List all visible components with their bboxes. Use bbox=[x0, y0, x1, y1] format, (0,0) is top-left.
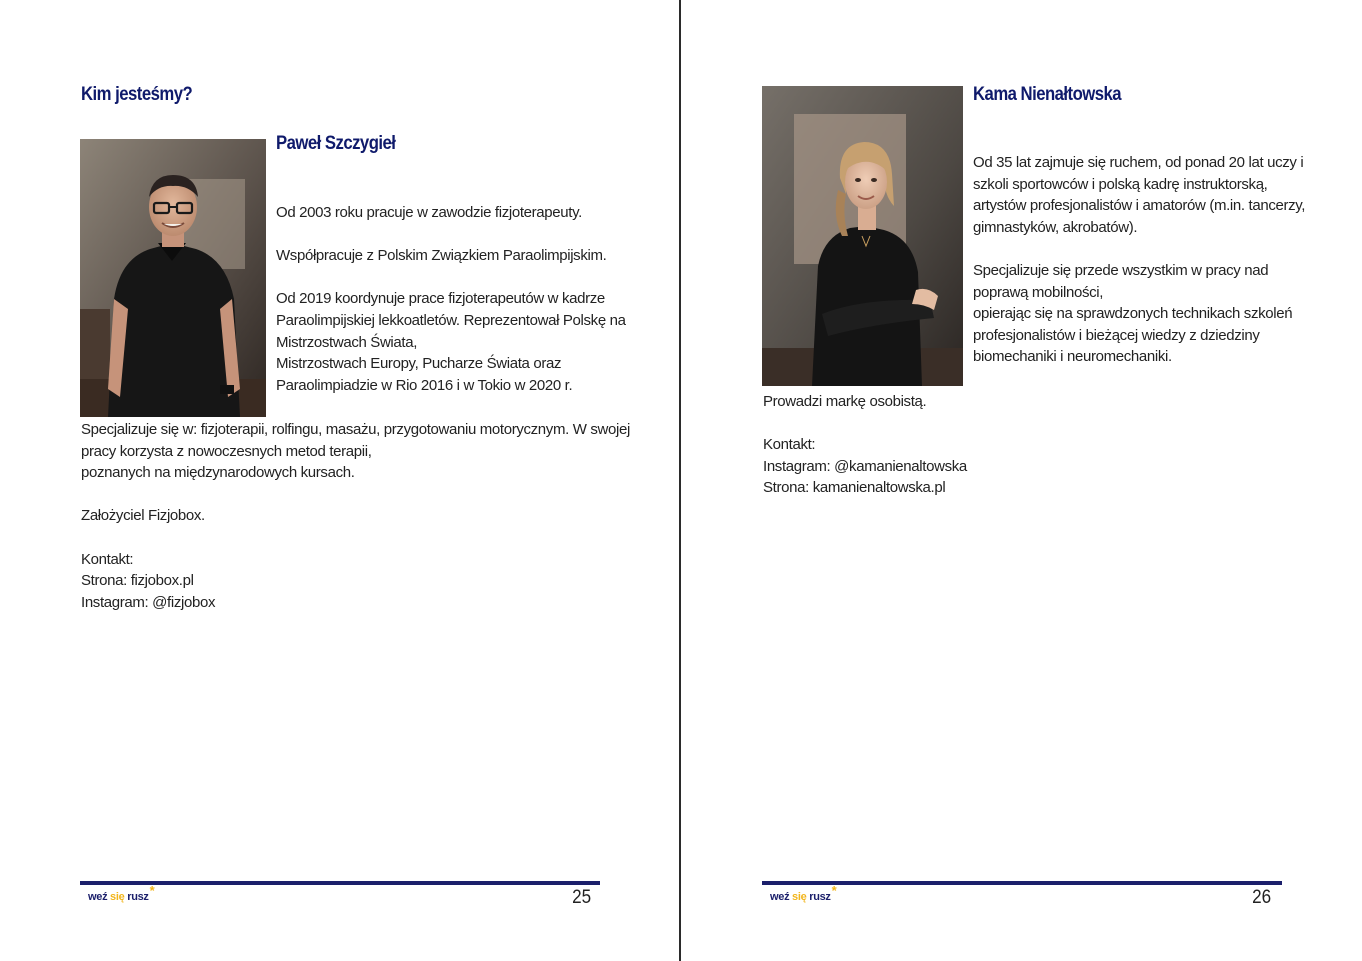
bio-line: Od 2019 koordynuje prace fizjoterapeutów w kadrze bbox=[276, 290, 605, 308]
bio-line: Specjalizuje się w: fizjoterapii, rolfingu, masażu, przygotowaniu motorycznym. W swojej bbox=[81, 421, 630, 438]
bio-line: opierając się na sprawdzonych technikach szkoleń bbox=[973, 305, 1293, 323]
footer-logo bbox=[770, 883, 837, 903]
bio-line: gimnastyków, akrobatów). bbox=[973, 218, 1138, 236]
star-icon: * bbox=[149, 883, 155, 898]
bio-below-pawel bbox=[81, 419, 641, 613]
bio-line: Od 2003 roku pracuje w zawodzie fizjoterapeuty. bbox=[276, 204, 582, 221]
bio-line: pracy korzysta z nowoczesnych metod terapii, bbox=[81, 442, 372, 460]
portrait-woman-image bbox=[762, 86, 963, 386]
bio-paragraph bbox=[973, 260, 1343, 368]
person-name-pawel: Paweł Szczygieł bbox=[276, 133, 396, 154]
person-name-kama: Kama Nienałtowska bbox=[973, 84, 1122, 105]
bio-line: szkoli sportowców i polską kadrę instruktorską, bbox=[973, 175, 1268, 193]
bio-line: Od 35 lat zajmuje się ruchem, od ponad 20 lat uczy i bbox=[973, 154, 1304, 171]
page-number: 25 bbox=[571, 887, 591, 908]
bio-line: Specjalizuje się przede wszystkim w pracy nad bbox=[973, 261, 1269, 279]
bio-line: poznanych na międzynarodowych kursach. bbox=[81, 464, 355, 482]
bio-line: Współpracuje z Polskim Związkiem Paraolimpijskim. bbox=[276, 247, 607, 265]
contact-instagram: Instagram: @kamanienaltowska bbox=[763, 457, 967, 475]
bio-line: artystów profesjonalistów i amatorów (m.in. tancerzy, bbox=[973, 197, 1306, 215]
photo-pawel-szczygiel bbox=[80, 139, 266, 417]
bio-paragraph bbox=[973, 152, 1343, 238]
logo-word: weź bbox=[88, 891, 108, 903]
contact-website: Strona: fizjobox.pl bbox=[81, 572, 194, 590]
bio-line: Założyciel Fizjobox. bbox=[81, 507, 205, 525]
bio-paragraph bbox=[81, 505, 641, 527]
page-26 bbox=[681, 0, 1362, 961]
bio-paragraph bbox=[81, 419, 641, 484]
contact-block bbox=[81, 549, 641, 614]
bio-line: Mistrzostwach Europy, Pucharze Świata oraz bbox=[276, 355, 562, 373]
photo-kama-nienaltowska bbox=[762, 86, 963, 386]
bio-paragraph bbox=[276, 288, 636, 396]
contact-label: Kontakt: bbox=[81, 550, 134, 568]
bio-line: biomechaniki i neuromechaniki. bbox=[973, 348, 1172, 366]
portrait-man-image bbox=[80, 139, 266, 417]
footer-logo bbox=[88, 883, 155, 903]
logo-word: rusz bbox=[809, 891, 831, 903]
bio-line: Paraolimpiadzie w Rio 2016 i w Tokio w 2020 r. bbox=[276, 376, 573, 394]
logo-word: rusz bbox=[127, 891, 149, 903]
contact-website: Strona: kamanienaltowska.pl bbox=[763, 479, 946, 497]
bio-line: Prowadzi markę osobistą. bbox=[763, 393, 927, 410]
bio-side-pawel bbox=[276, 202, 636, 396]
bio-side-kama bbox=[973, 152, 1343, 368]
footer-rule bbox=[762, 881, 1282, 885]
footer-rule bbox=[80, 881, 600, 885]
page-number: 26 bbox=[1251, 887, 1271, 908]
bio-line: Mistrzostwach Świata, bbox=[276, 333, 418, 351]
star-icon: * bbox=[831, 883, 837, 898]
contact-label: Kontakt: bbox=[763, 436, 816, 454]
bio-line: poprawą mobilności, bbox=[973, 283, 1104, 301]
logo-word: się bbox=[792, 891, 807, 903]
bio-paragraph bbox=[276, 245, 636, 267]
bio-line: Paraolimpijskiej lekkoatletów. Reprezentował Polskę na bbox=[276, 311, 626, 329]
contact-block bbox=[763, 434, 1143, 499]
bio-paragraph bbox=[276, 202, 636, 224]
section-title: Kim jesteśmy? bbox=[81, 84, 193, 105]
bio-line: profesjonalistów i bieżącej wiedzy z dziedziny bbox=[973, 326, 1260, 344]
contact-instagram: Instagram: @fizjobox bbox=[81, 593, 216, 611]
bio-below-kama bbox=[763, 391, 1143, 499]
logo-word: weź bbox=[770, 891, 790, 903]
logo-word: się bbox=[110, 891, 125, 903]
bio-paragraph bbox=[763, 391, 1143, 413]
